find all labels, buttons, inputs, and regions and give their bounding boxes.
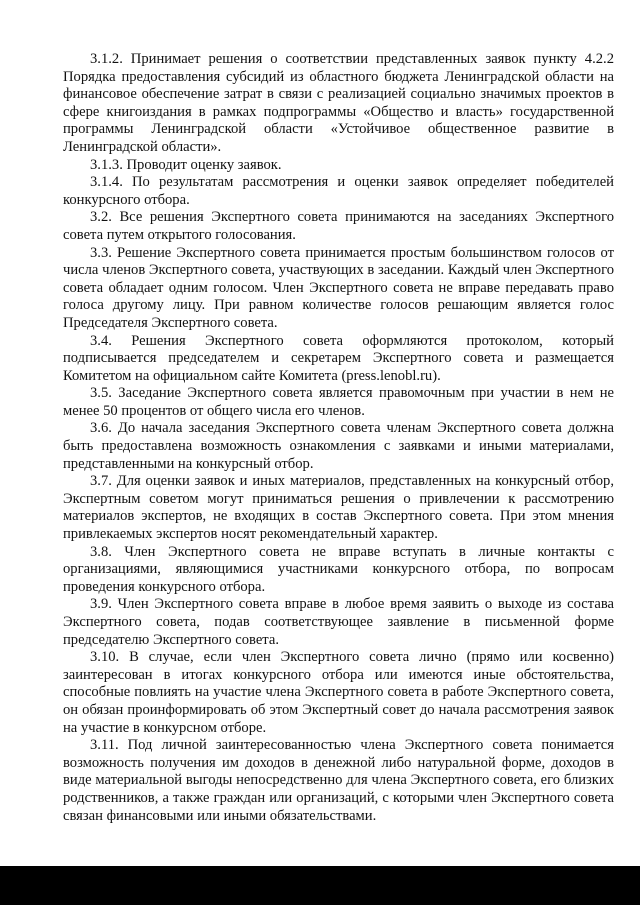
paragraph-3-4: 3.4. Решения Экспертного совета оформляются протоколом, который подписывается председателем и секретарем Экспертного совета и размещается Комитетом на официальном сайте Комитета (press.lenobl.ru). — [63, 332, 614, 384]
paragraph-3-9: 3.9. Член Экспертного совета вправе в любое время заявить о выходе из состава Экспертного совета, подав соответствующее заявление в письменной форме председателю Экспертного совета. — [63, 596, 614, 648]
paragraph-3-1-4: 3.1.4. По результатам рассмотрения и оценки заявок определяет победителей конкурсного отбора. — [63, 174, 614, 208]
paragraph-3-5: 3.5. Заседание Экспертного совета является правомочным при участии в нем не менее 50 процентов от общего числа его членов. — [63, 385, 614, 419]
document-body — [63, 51, 614, 825]
paragraph-3-6: 3.6. До начала заседания Экспертного совета членам Экспертного совета должна быть предоставлена возможность ознакомления с заявками и иными материалами, представленными на конкурсный отбор. — [63, 420, 614, 472]
paragraph-3-7: 3.7. Для оценки заявок и иных материалов, представленных на конкурсный отбор, Экспертным советом могут приниматься решения о привлечении к рассмотрению материалов экспертов, не входящих в состав Экспертного совета. При этом мнения привлекаемых экспертов носят рекомендательный характер. — [63, 473, 614, 543]
paragraph-3-10: 3.10. В случае, если член Экспертного совета лично (прямо или косвенно) заинтересован в итогах конкурсного отбора или имеются иные обстоятельства, способные повлиять на участие члена Экспертного совета в работе Экспертного совета, он обязан проинформировать об этом Экспертный совет до начала рассмотрения заявок на участие в конкурсном отборе. — [63, 649, 614, 736]
paragraph-3-1-2: 3.1.2. Принимает решения о соответствии представленных заявок пункту 4.2.2 Порядка предоставления субсидий из областного бюджета Ленинградской области на финансовое обеспечение затрат в связи с реализацией социально значимых проектов в сфере книгоиздания в рамках подпрограммы «Общество и власть» государственной программы Ленинградской области «Устойчивое общественное развитие в Ленинградской области». — [63, 51, 614, 155]
scan-bottom-border — [0, 866, 640, 905]
paragraph-3-3: 3.3. Решение Экспертного совета принимается простым большинством голосов от числа членов Экспертного совета, участвующих в заседании. Каждый член Экспертного совета обладает одним голосом. Член Экспертного совета не вправе передавать право голоса другому лицу. При равном количестве голосов решающим является голос Председателя Экспертного совета. — [63, 244, 614, 331]
paragraph-3-1-3: 3.1.3. Проводит оценку заявок. — [90, 156, 282, 173]
paragraph-3-8: 3.8. Член Экспертного совета не вправе вступать в личные контакты с организациями, являющимися участниками конкурсного отбора, по вопросам проведения конкурсного отбора. — [63, 543, 614, 595]
paragraph-3-11: 3.11. Под личной заинтересованностью члена Экспертного совета понимается возможность получения им доходов в денежной либо натуральной форме, доходов в виде материальной выгоды непосредственно для члена Экспертного совета, его близких родственников, а также граждан или организаций, с которыми член Экспертного совета связан финансовыми или иными обязательствами. — [63, 737, 614, 824]
paragraph-3-2: 3.2. Все решения Экспертного совета принимаются на заседаниях Экспертного совета путем открытого голосования. — [63, 209, 614, 243]
